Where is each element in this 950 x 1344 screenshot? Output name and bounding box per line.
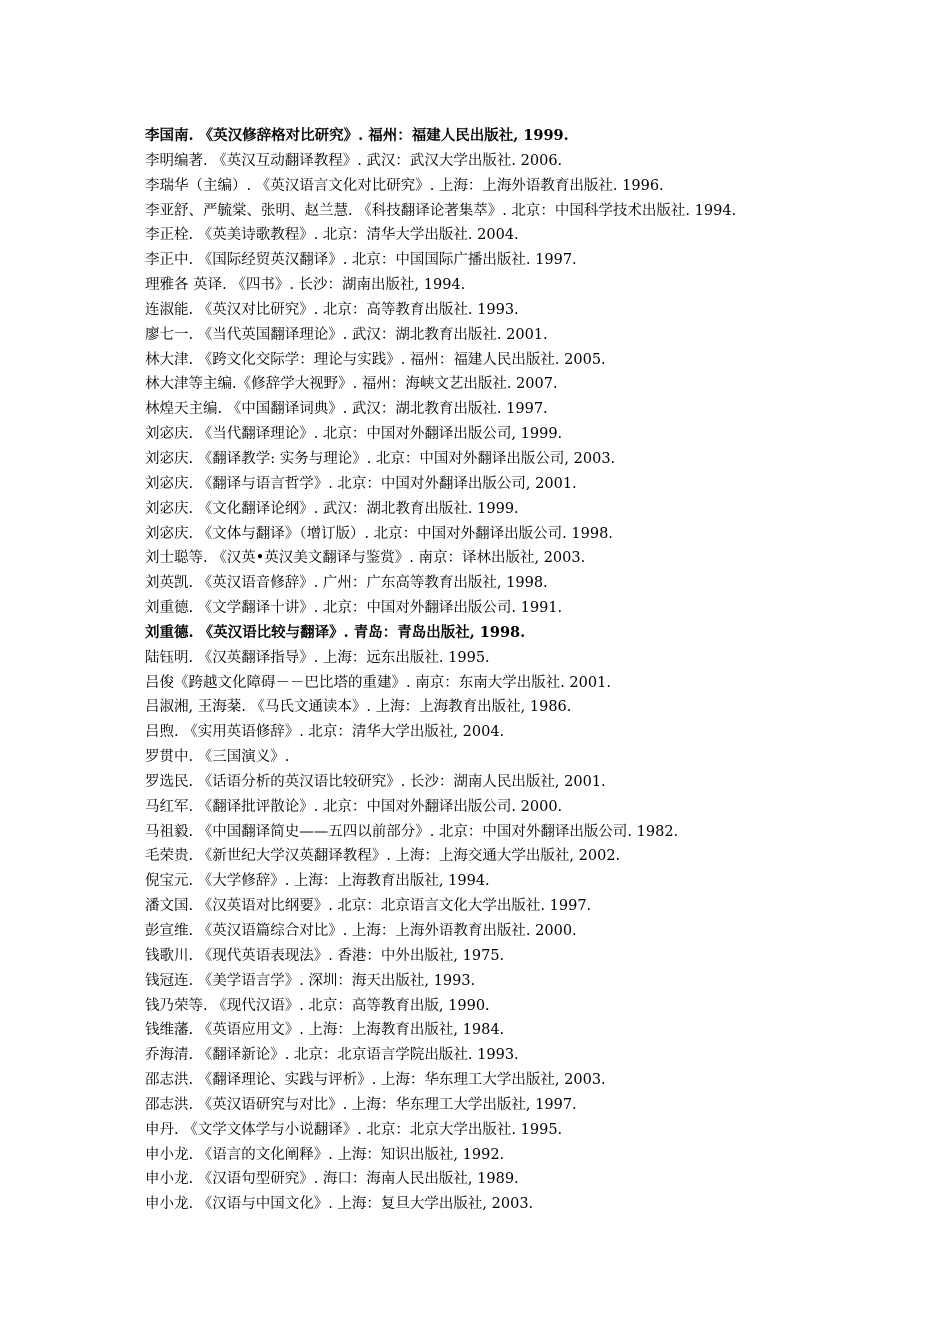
reference-entry: 林煌天主编. 《中国翻译词典》. 武汉：湖北教育出版社. 1997. (145, 401, 548, 418)
reference-entry: 李明编著. 《英汉互动翻译教程》. 武汉：武汉大学出版社. 2006. (145, 152, 563, 169)
reference-entry: 钱乃荣等. 《现代汉语》. 北京：高等教育出版, 1990. (145, 997, 490, 1014)
reference-entry: 钱歌川. 《现代英语表现法》. 香港：中外出版社, 1975. (145, 947, 505, 964)
reference-entry: 刘宓庆. 《文化翻译论纲》. 武汉：湖北教育出版社. 1999. (145, 500, 519, 517)
reference-entry: 彭宣维. 《英汉语篇综合对比》. 上海：上海外语教育出版社. 2000. (145, 923, 577, 939)
reference-entry: 马红军. 《翻译批评散论》. 北京：中国对外翻译出版公司. 2000. (145, 798, 563, 815)
reference-entry: 刘宓庆. 《翻译与语言哲学》. 北京：中国对外翻译出版公司, 2001. (145, 475, 577, 492)
reference-entry: 李正中. 《国际经贸英汉翻译》. 北京：中国国际广播出版社. 1997. (145, 252, 577, 269)
reference-entry: 李瑞华（主编）. 《英汉语言文化对比研究》. 上海：上海外语教育出版社. 1996. (145, 177, 664, 194)
reference-entry: 钱维藩. 《英语应用文》. 上海：上海教育出版社, 1984. (145, 1022, 505, 1039)
reference-entry: 刘宓庆. 《当代翻译理论》. 北京：中国对外翻译出版公司, 1999. (145, 426, 563, 443)
reference-entry: 吕俊《跨越文化障碍－－巴比塔的重建》. 南京：东南大学出版社. 2001. (145, 674, 611, 691)
reference-entry: 刘英凯. 《英汉语音修辞》. 广州：广东高等教育出版社, 1998. (145, 575, 548, 592)
reference-entry: 刘宓庆. 《文体与翻译》（增订版）. 北京：中国对外翻译出版公司. 1998. (145, 525, 613, 542)
reference-entry: 毛荣贵. 《新世纪大学汉英翻译教程》. 上海：上海交通大学出版社, 2002. (145, 848, 621, 865)
reference-entry: 罗选民. 《话语分析的英汉语比较研究》. 长沙：湖南人民出版社, 2001. (145, 773, 606, 790)
reference-entry: 吕煦. 《实用英语修辞》. 北京：清华大学出版社, 2004. (145, 724, 505, 741)
reference-entry: 钱冠连. 《美学语言学》. 深圳：海天出版社, 1993. (145, 972, 476, 989)
reference-entry: 乔海清. 《翻译新论》. 北京：北京语言学院出版社. 1993. (145, 1047, 519, 1064)
reference-list (145, 124, 925, 1217)
reference-entry: 林大津. 《跨文化交际学：理论与实践》. 福州：福建人民出版社. 2005. (145, 351, 606, 368)
reference-entry: 申丹. 《文学文体学与小说翻译》. 北京：北京大学出版社. 1995. (145, 1121, 563, 1138)
reference-entry: 李正栓. 《英美诗歌教程》. 北京：清华大学出版社. 2004. (145, 227, 519, 244)
reference-entry: 刘重德. 《文学翻译十讲》. 北京：中国对外翻译出版公司. 1991. (145, 600, 563, 617)
reference-entry: 连淑能. 《英汉对比研究》. 北京：高等教育出版社. 1993. (145, 301, 519, 318)
reference-entry: 陆钰明. 《汉英翻译指导》. 上海：远东出版社. 1995. (145, 649, 490, 666)
reference-entry: 罗贯中. 《三国演义》. (145, 749, 290, 766)
reference-entry: 申小龙. 《语言的文化阐释》. 上海：知识出版社, 1992. (145, 1146, 505, 1163)
reference-entry: 理雅各 英译. 《四书》. 长沙：湖南出版社, 1994. (145, 277, 466, 294)
reference-entry: 廖七一. 《当代英国翻译理论》. 武汉：湖北教育出版社. 2001. (145, 326, 548, 343)
reference-entry: 刘士聪等. 《汉英•英汉美文翻译与鉴赏》. 南京：译林出版社, 2003. (145, 550, 586, 567)
reference-entry: 李亚舒、严毓棠、张明、赵兰慧. 《科技翻译论著集萃》. 北京：中国科学技术出版社. 1994. (145, 202, 737, 219)
reference-entry: 申小龙. 《汉语与中国文化》. 上海：复旦大学出版社, 2003. (145, 1196, 534, 1213)
reference-entry: 刘宓庆. 《翻译教学: 实务与理论》. 北京：中国对外翻译出版公司, 2003. (145, 450, 616, 467)
reference-entry: 林大津等主编.《修辞学大视野》. 福州：海峡文艺出版社. 2007. (145, 376, 558, 393)
reference-entry: 邵志洪. 《英汉语研究与对比》. 上海：华东理工大学出版社, 1997. (145, 1096, 577, 1113)
reference-entry: 邵志洪. 《翻译理论、实践与评析》. 上海：华东理工大学出版社, 2003. (145, 1072, 606, 1089)
reference-entry: 李国南. 《英汉修辞格对比研究》. 福州：福建人民出版社, 1999. (145, 127, 569, 144)
reference-entry: 申小龙. 《汉语句型研究》. 海口：海南人民出版社, 1989. (145, 1171, 519, 1188)
reference-entry: 倪宝元. 《大学修辞》. 上海：上海教育出版社, 1994. (145, 873, 490, 890)
reference-entry: 潘文国. 《汉英语对比纲要》. 北京：北京语言文化大学出版社. 1997. (145, 898, 592, 915)
reference-entry: 吕淑湘, 王海棻. 《马氏文通读本》. 上海：上海教育出版社, 1986. (145, 699, 572, 716)
reference-entry: 刘重德. 《英汉语比较与翻译》. 青岛：青岛出版社, 1998. (145, 623, 526, 641)
reference-entry: 马祖毅. 《中国翻译简史——五四以前部分》. 北京：中国对外翻译出版公司. 1982. (145, 823, 679, 840)
